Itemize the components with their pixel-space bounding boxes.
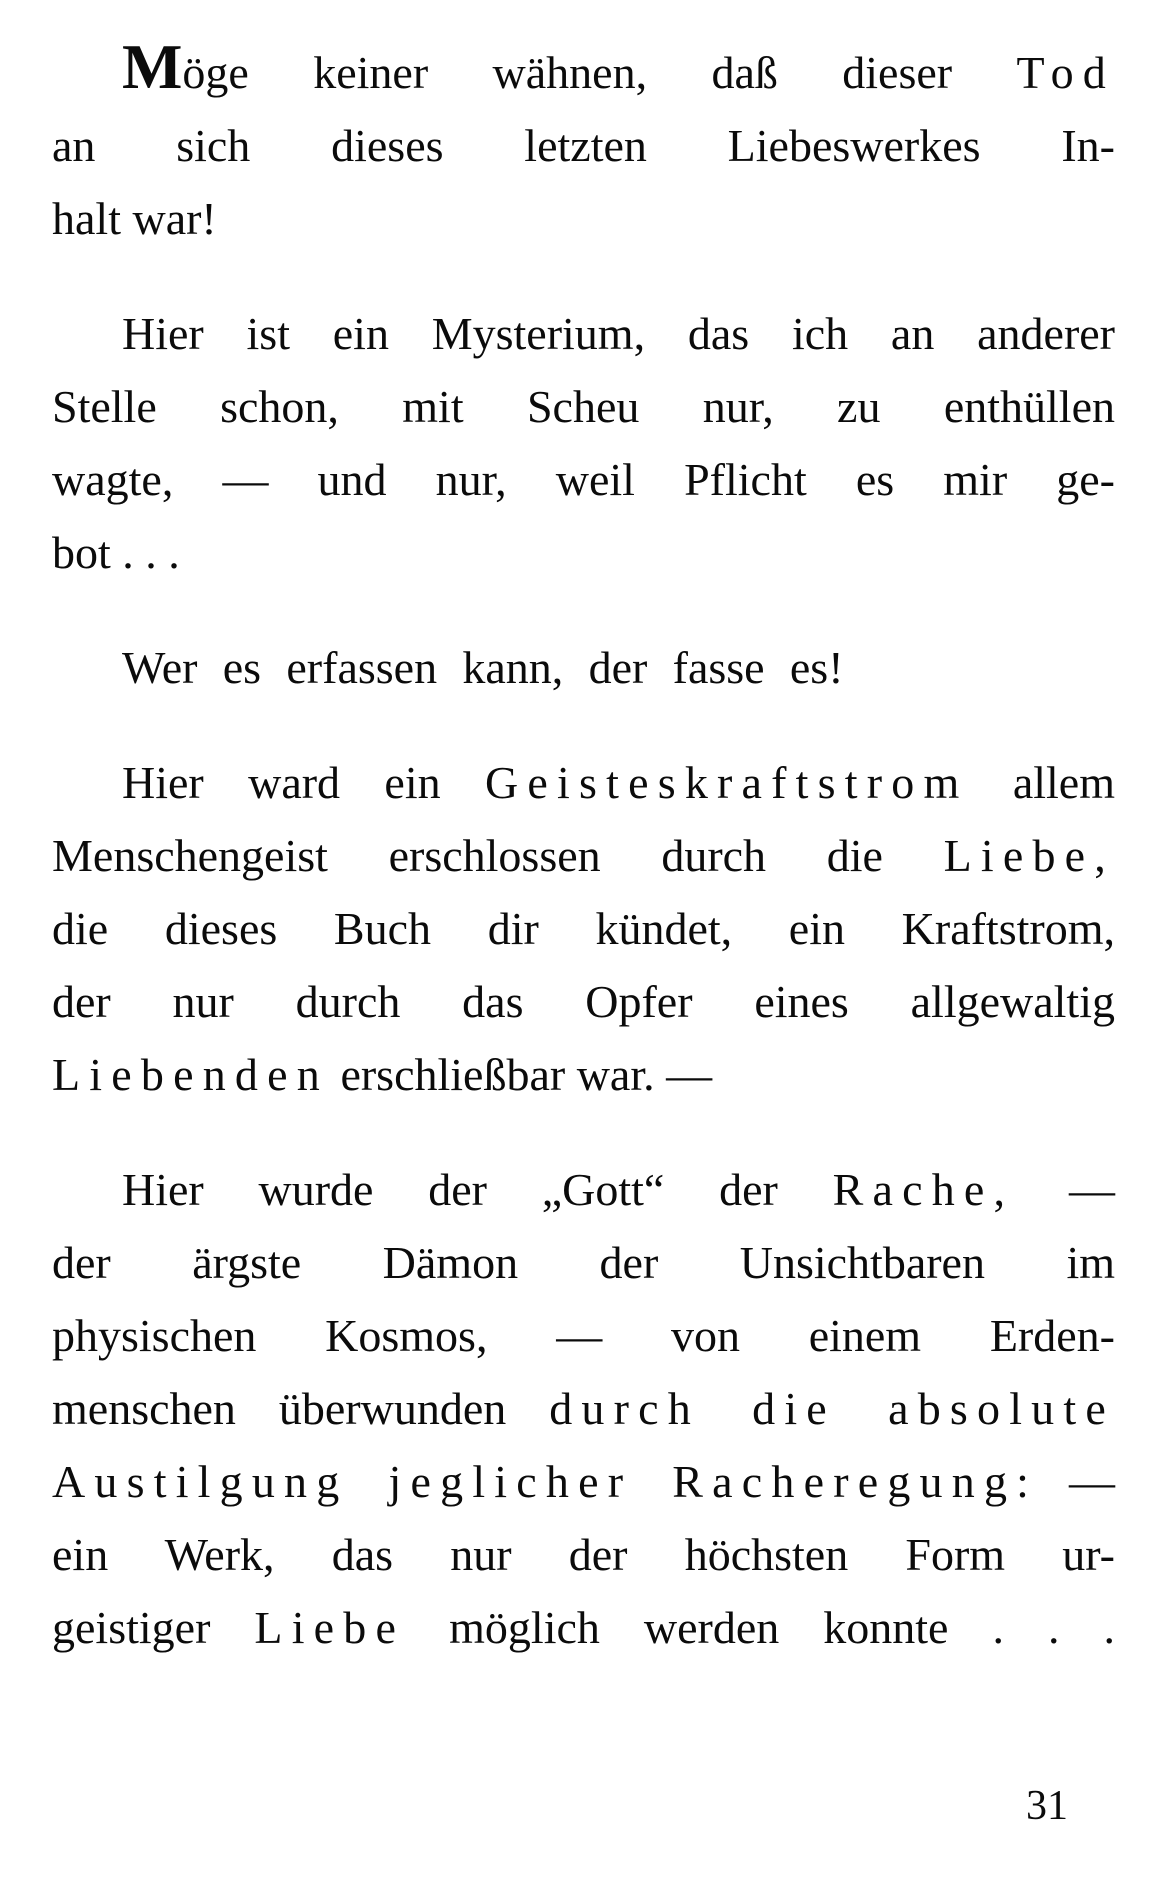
text-line (52, 1226, 1115, 1299)
text-line (52, 1591, 1115, 1664)
text-line (52, 1445, 1115, 1518)
text-segment: menschen überwunden (52, 1383, 550, 1434)
text-segment: Menschengeist erschlossen durch die (52, 830, 944, 881)
text-segment: Liebe (254, 1602, 406, 1653)
text-line (52, 892, 1115, 965)
text-line (52, 1299, 1115, 1372)
text-segment: die dieses Buch dir kündet, ein Kraftstrom, (52, 903, 1115, 954)
text-line (52, 516, 1115, 589)
enlarged-initial: M (122, 31, 183, 102)
text-line (52, 370, 1115, 443)
text-line (52, 1518, 1115, 1591)
text-line (52, 1372, 1115, 1445)
text-segment: halt war! (52, 193, 217, 244)
text-line (52, 965, 1115, 1038)
text-line (52, 746, 1115, 819)
text-segment: Hier ist ein Mysterium, das ich an anderer (122, 308, 1115, 359)
text-segment: geistiger (52, 1602, 255, 1653)
text-segment: Hier ward ein (122, 757, 486, 808)
text-segment: Liebenden (52, 1049, 329, 1100)
text-segment: bot . . . (52, 527, 180, 578)
text-line (52, 182, 1115, 255)
paragraph (52, 631, 1115, 704)
text-segment: der nur durch das Opfer eines allgewaltig (52, 976, 1115, 1027)
text-segment: Hier wurde der „Gott“ der (122, 1164, 833, 1215)
text-segment: Austilgung jeglicher Racheregung: (52, 1456, 1039, 1507)
text-segment: Liebe, (943, 830, 1115, 881)
text-segment: der ärgste Dämon der Unsichtbaren im (52, 1237, 1115, 1288)
text-segment: — (1014, 1164, 1115, 1215)
text-line (52, 109, 1115, 182)
page-number: 31 (1026, 1783, 1068, 1829)
text-segment: öge keiner wähnen, daß dieser (182, 47, 1017, 98)
text-segment: — (1038, 1456, 1115, 1507)
text-segment: an sich dieses letzten Liebeswerkes In- (52, 120, 1115, 171)
text-segment: wagte, — und nur, weil Pflicht es mir ge- (52, 454, 1115, 505)
paragraph (52, 31, 1115, 255)
text-line (52, 31, 1115, 109)
text-line (52, 443, 1115, 516)
text-segment: Stelle schon, mit Scheu nur, zu enthüllen (52, 381, 1115, 432)
paragraph (52, 1153, 1115, 1664)
text-segment: physischen Kosmos, — von einem Erden- (52, 1310, 1115, 1361)
text-segment: Rache, (832, 1164, 1015, 1215)
text-segment: allem (968, 757, 1115, 808)
text-segment: möglich werden konnte . . . (405, 1602, 1115, 1653)
text-line (52, 297, 1115, 370)
text-segment: durch die absolute (549, 1383, 1115, 1434)
text-line (52, 819, 1115, 892)
text-segment: Geisteskraftstrom (485, 757, 969, 808)
text-segment: erschließbar war. — (328, 1049, 713, 1100)
text-line (52, 631, 1115, 704)
paragraph (52, 297, 1115, 589)
paragraph (52, 746, 1115, 1111)
text-line (52, 1153, 1115, 1226)
text-line (52, 1038, 1115, 1111)
text-segment: Tod (1016, 47, 1115, 98)
text-segment: ein Werk, das nur der höchsten Form ur- (52, 1529, 1115, 1580)
text-segment: Wer es erfassen kann, der fasse es! (122, 642, 844, 693)
